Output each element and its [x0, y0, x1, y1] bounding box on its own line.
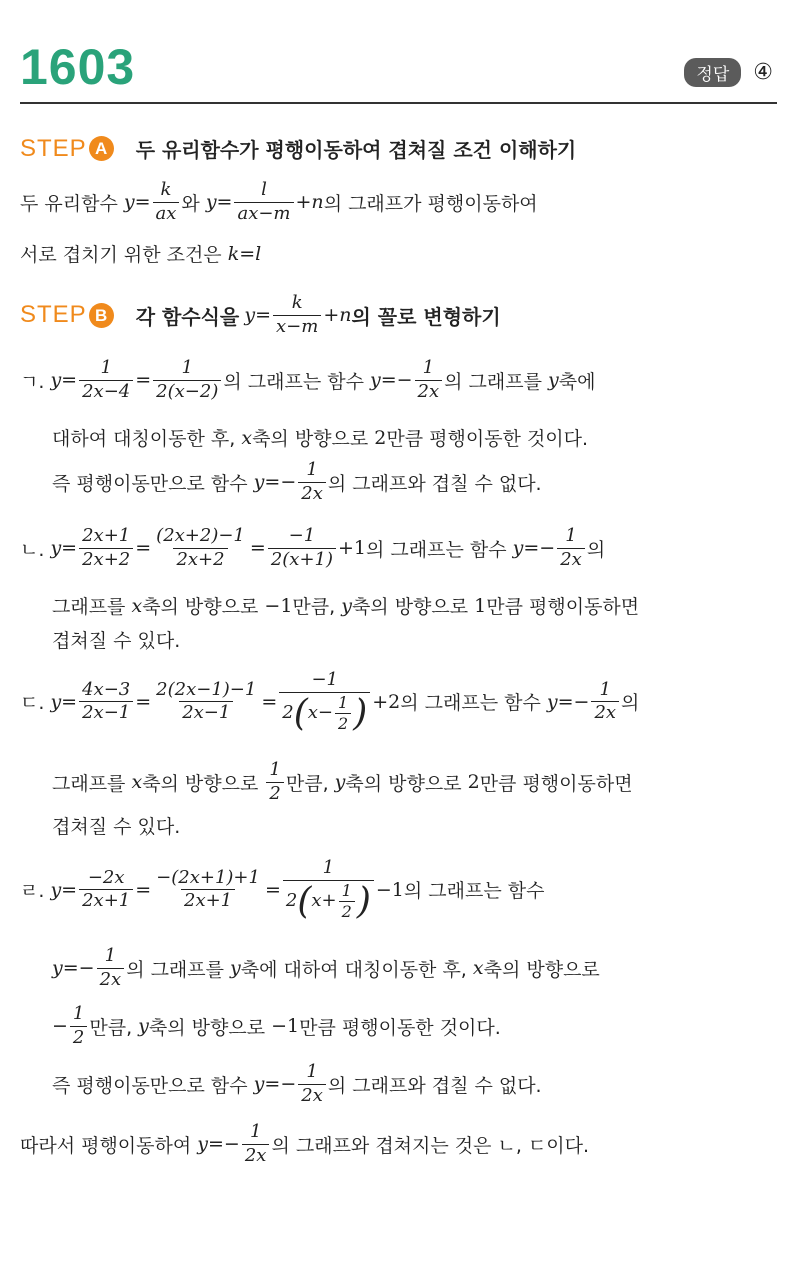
- fraction: [153, 358, 221, 402]
- numerator: (2x+2)−1: [156, 525, 245, 546]
- denominator: 2: [335, 713, 351, 733]
- denominator: 2x−1: [179, 701, 233, 724]
- fraction: [298, 1062, 326, 1106]
- header-divider: [20, 102, 777, 104]
- math: 1: [474, 594, 487, 617]
- fraction: [415, 358, 443, 402]
- math: y=−: [197, 1133, 240, 1156]
- denominator: 2x+1: [181, 889, 235, 912]
- fraction: [79, 358, 133, 402]
- item-ra-line-2: [52, 946, 600, 990]
- item-na-line-2: [52, 592, 639, 619]
- numerator: 1: [100, 357, 112, 378]
- math: y=: [205, 191, 233, 214]
- numerator: 1: [338, 692, 349, 712]
- step-title: 각 함수식을: [135, 304, 240, 329]
- denominator: 2(x+1): [268, 548, 336, 571]
- math: +2: [372, 690, 401, 713]
- numerator: 1: [565, 525, 577, 546]
- item-marker: ㄱ.: [20, 370, 45, 393]
- text: 겹쳐질 수 있다.: [52, 630, 181, 652]
- step-a-heading: [20, 134, 576, 163]
- denominator: 2x+2: [79, 548, 133, 571]
- fraction: [557, 526, 585, 570]
- step-title: 의 꼴로 변형하기: [351, 304, 501, 329]
- fraction: [268, 526, 336, 570]
- text: 만큼,: [89, 1016, 133, 1039]
- math: −: [52, 1015, 68, 1038]
- item-marker: ㄴ.: [20, 538, 45, 561]
- text: 축의 방향으로: [351, 596, 469, 618]
- text: 그래프를: [52, 596, 126, 618]
- math: y=−: [253, 1073, 297, 1096]
- math: y=−: [52, 957, 95, 980]
- math: y=: [123, 191, 151, 214]
- conclusion-line: [20, 1122, 589, 1166]
- fraction: [279, 670, 370, 733]
- text: 축의 방향으로: [345, 772, 462, 795]
- numerator: 1: [269, 759, 281, 780]
- denominator: x−m: [273, 315, 321, 338]
- numerator: 2(2x−1)−1: [156, 678, 257, 700]
- denominator: 2x: [415, 380, 443, 403]
- math: y=−: [546, 690, 590, 713]
- math: =: [264, 878, 281, 901]
- fraction: [153, 526, 248, 570]
- denominator: 2: [266, 782, 283, 805]
- numerator: 1: [306, 1061, 318, 1082]
- text: 축의 방향으로: [148, 1016, 266, 1039]
- math: x+: [311, 890, 337, 912]
- math: −1: [264, 594, 293, 617]
- fraction: [273, 293, 321, 337]
- item-da-line-2: [52, 760, 633, 804]
- math: 2: [282, 702, 294, 724]
- denominator: 2x−4: [79, 380, 133, 403]
- fraction: [266, 760, 283, 804]
- fraction: [283, 858, 374, 921]
- math: y=: [244, 304, 272, 327]
- numerator: l: [261, 179, 267, 200]
- text: 의 그래프와 겹칠 수 없다.: [327, 472, 542, 495]
- item-marker: ㄹ.: [20, 880, 45, 903]
- fraction: [298, 460, 326, 504]
- text: 대하여 대칭이동한 후,: [52, 428, 236, 450]
- numerator: 1: [322, 857, 335, 878]
- text: 의 그래프는 함수: [366, 538, 507, 561]
- math: −1: [375, 878, 404, 901]
- text: 의 그래프와 겹칠 수 없다.: [327, 1074, 542, 1097]
- math: y=: [50, 690, 78, 713]
- math: 2: [374, 426, 387, 449]
- step-b-heading: [20, 293, 501, 337]
- math: =: [135, 878, 152, 901]
- step-label: STEP: [20, 301, 87, 329]
- math: y: [334, 771, 346, 794]
- item-na-line-1: [20, 526, 605, 570]
- denominator: [283, 880, 374, 922]
- fraction: [70, 1004, 87, 1048]
- step-letter-icon: A: [89, 136, 114, 161]
- math: +n: [295, 191, 324, 214]
- text: 만큼,: [285, 772, 329, 795]
- fraction: [79, 680, 133, 724]
- denominator: [279, 692, 370, 734]
- item-ra-line-1: [20, 858, 544, 921]
- math: y=: [50, 878, 78, 901]
- text: 만큼 평행이동하면: [486, 596, 640, 618]
- math: y: [341, 594, 352, 617]
- numerator: 1: [181, 357, 193, 378]
- math: y=: [50, 369, 78, 392]
- math: =: [135, 690, 152, 713]
- numerator: k: [160, 179, 172, 200]
- denominator: 2x: [97, 968, 125, 991]
- text: 축의 방향으로: [142, 596, 259, 618]
- math: y=−: [253, 471, 297, 494]
- text: 축에 대하여 대칭이동한 후,: [240, 958, 467, 981]
- item-ra-line-3: [52, 1004, 501, 1048]
- fraction: [242, 1122, 270, 1166]
- text: 의 그래프와 겹쳐지는 것은 ㄴ, ㄷ이다.: [271, 1134, 590, 1157]
- step-letter-icon: B: [89, 303, 114, 328]
- math: =: [135, 537, 152, 560]
- step-title: 두 유리함수가 평행이동하여 겹쳐질 조건 이해하기: [135, 138, 577, 162]
- math: k=l: [227, 242, 262, 265]
- denominator: 2: [70, 1026, 87, 1049]
- answer-area: [684, 58, 773, 87]
- denominator: ax: [153, 202, 180, 225]
- answer-badge: 정답: [684, 58, 741, 87]
- fraction: [153, 680, 259, 724]
- text: 축의 방향으로: [483, 958, 600, 981]
- fraction: [591, 680, 619, 724]
- text: 의 그래프가 평행이동하여: [323, 192, 538, 215]
- denominator: 2: [339, 901, 355, 921]
- denominator: 2x: [298, 1084, 326, 1107]
- math: y=−: [369, 369, 413, 392]
- text: 그래프를: [52, 772, 126, 795]
- text: 만큼 평행이동한 것이다.: [386, 428, 589, 450]
- text: 의 그래프는 함수: [403, 880, 545, 903]
- fraction: [79, 526, 133, 570]
- fraction: [97, 946, 125, 990]
- numerator: 1: [249, 1121, 262, 1142]
- math: −1: [271, 1015, 300, 1038]
- item-da-line-3: [52, 812, 180, 839]
- math: =: [135, 369, 152, 392]
- text: 만큼 평행이동한 것이다.: [299, 1016, 501, 1039]
- fraction: [335, 694, 351, 734]
- math: x: [472, 957, 484, 980]
- paren: (: [293, 692, 308, 734]
- text: 만큼,: [292, 596, 336, 618]
- text: 의 그래프를: [126, 958, 224, 981]
- step-label: STEP: [20, 134, 87, 162]
- math: =: [261, 690, 278, 713]
- text: 의: [586, 538, 606, 561]
- numerator: 1: [306, 459, 318, 480]
- denominator: 2x+1: [79, 889, 133, 912]
- numerator: 1: [72, 1003, 85, 1024]
- text: 의 그래프를: [444, 370, 542, 393]
- item-da-line-1: [20, 670, 639, 733]
- math: +1: [338, 537, 367, 560]
- math: y: [548, 369, 559, 392]
- numerator: 1: [599, 678, 611, 700]
- answer-value: ④: [753, 60, 773, 85]
- math: y=−: [512, 537, 556, 560]
- fraction: [234, 180, 293, 224]
- math: =: [249, 537, 266, 560]
- math: x: [131, 594, 143, 617]
- math: y=: [50, 537, 78, 560]
- numerator: 1: [104, 945, 117, 966]
- paren: (: [297, 880, 312, 922]
- fraction: [153, 180, 180, 224]
- item-ga-line-1: [20, 358, 595, 402]
- text: 와: [181, 192, 200, 215]
- numerator: −2x: [87, 866, 125, 888]
- math: +n: [323, 304, 352, 327]
- math: x: [241, 426, 253, 449]
- text: 두 유리함수: [20, 192, 118, 215]
- numerator: 4x−3: [82, 678, 131, 700]
- numerator: 1: [341, 880, 352, 900]
- denominator: 2x: [591, 701, 619, 724]
- item-ga-line-3: [52, 460, 542, 504]
- math: x: [131, 771, 143, 794]
- text: 의 그래프는 함수: [223, 370, 364, 393]
- denominator: ax−m: [234, 202, 293, 225]
- numerator: −1: [288, 525, 316, 546]
- denominator: 2x: [557, 548, 585, 571]
- math: 2: [285, 890, 298, 912]
- denominator: 2(x−2): [153, 380, 221, 403]
- denominator: 2x: [298, 482, 326, 505]
- step-a-line-2: [20, 240, 261, 267]
- step-a-line-1: [20, 180, 538, 224]
- item-marker: ㄷ.: [20, 692, 45, 715]
- text: 즉 평행이동만으로 함수: [52, 1074, 248, 1097]
- text: 서로 겹치기 위한 조건은: [20, 244, 222, 266]
- text: 따라서 평행이동하여: [20, 1134, 192, 1157]
- fraction: [79, 868, 133, 912]
- denominator: 2x+2: [173, 548, 227, 571]
- text: 만큼 평행이동하면: [479, 772, 633, 795]
- numerator: −(2x+1)+1: [156, 866, 260, 888]
- math: x−: [307, 702, 333, 724]
- text: 의: [621, 692, 640, 715]
- numerator: −1: [311, 669, 339, 690]
- numerator: 1: [422, 357, 435, 378]
- math: y: [138, 1015, 149, 1038]
- item-ra-line-4: [52, 1062, 542, 1106]
- item-na-line-3: [52, 626, 180, 653]
- math: y: [230, 957, 241, 980]
- paren: ): [353, 692, 368, 734]
- numerator: 2x+1: [82, 525, 131, 546]
- paren: ): [356, 880, 371, 922]
- denominator: 2x: [242, 1144, 270, 1167]
- denominator: 2x−1: [79, 701, 133, 724]
- fraction: [339, 882, 355, 922]
- text: 축의 방향으로: [252, 428, 369, 450]
- numerator: k: [291, 292, 303, 313]
- text: 겹쳐질 수 있다.: [52, 816, 181, 838]
- fraction: [153, 868, 263, 912]
- item-ga-line-2: [52, 424, 588, 451]
- text: 의 그래프는 함수: [400, 692, 541, 715]
- text: 즉 평행이동만으로 함수: [52, 472, 248, 495]
- math: 2: [467, 771, 480, 794]
- text: 축의 방향으로: [142, 772, 259, 795]
- problem-number: 1603: [20, 39, 136, 95]
- text: 축에: [558, 370, 596, 393]
